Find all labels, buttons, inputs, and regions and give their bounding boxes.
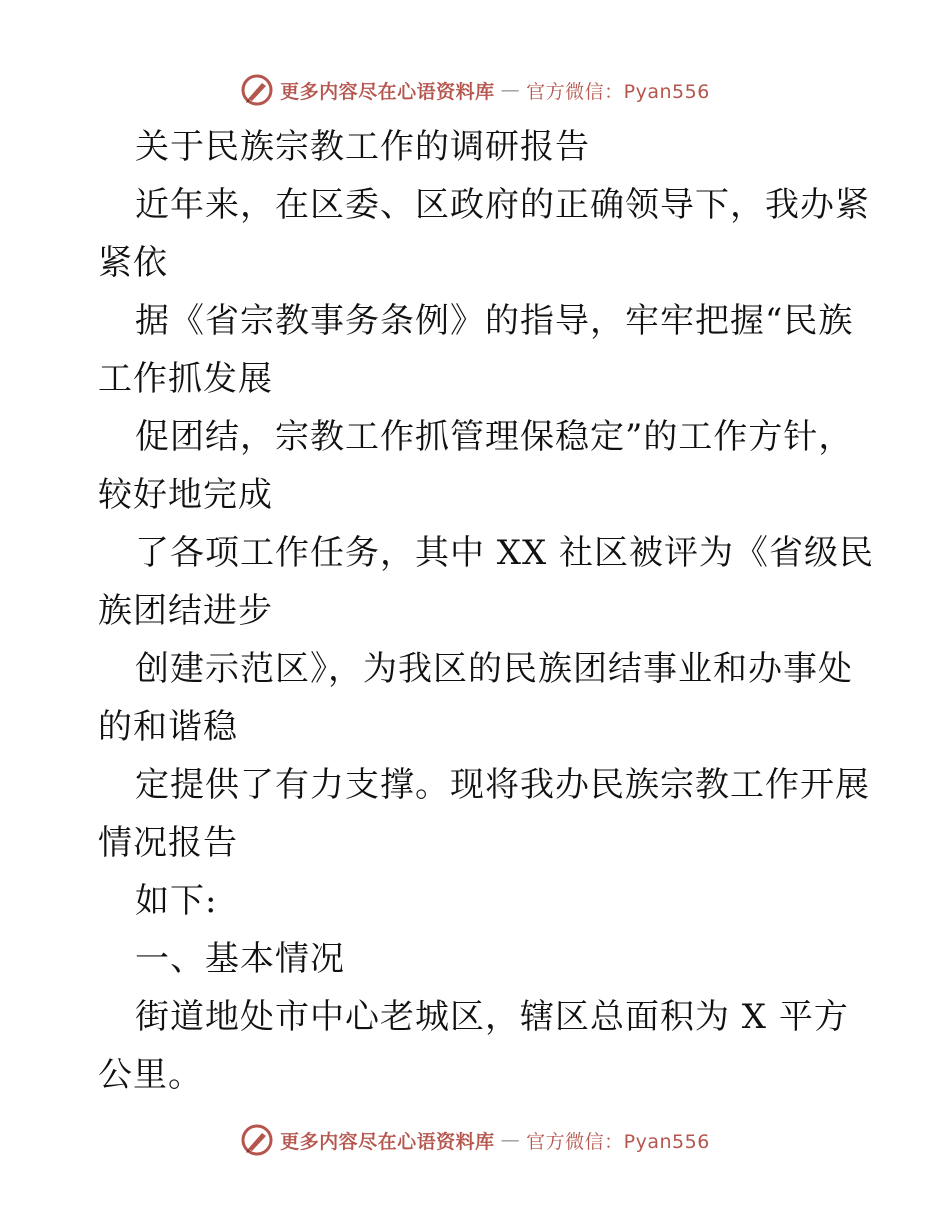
text-line: 创建示范区》，为我区的民族团结事业和办事处	[135, 649, 853, 689]
watermark-separator: —	[500, 1129, 521, 1151]
watermark-brand: 更多内容尽在心语资料库	[280, 80, 495, 103]
text-line: 情况报告	[98, 823, 238, 863]
text-line: 一、基本情况	[135, 939, 345, 979]
watermark-contact: 官方微信：Pyan556	[526, 1130, 710, 1153]
text-line: 紧依	[98, 243, 168, 283]
text-line: 了各项工作任务，其中 XX 社区被评为《省级民	[135, 533, 875, 573]
text-line: 的和谐稳	[98, 707, 238, 747]
text-line: 工作抓发展	[98, 359, 273, 399]
pen-logo-icon	[240, 73, 274, 107]
text-line: 促团结，宗教工作抓管理保稳定”的工作方针，	[135, 417, 854, 457]
document-title: 关于民族宗教工作的调研报告	[135, 127, 590, 167]
footer-watermark	[0, 1120, 950, 1160]
text-line: 较好地完成	[98, 475, 273, 515]
watermark-contact: 官方微信：Pyan556	[526, 80, 710, 103]
watermark-separator: —	[500, 79, 521, 101]
text-line: 族团结进步	[98, 591, 273, 631]
text-line: 街道地处市中心老城区，辖区总面积为 X 平方	[135, 997, 849, 1037]
text-line: 如下:	[135, 881, 218, 921]
text-line: 定提供了有力支撑。现将我办民族宗教工作开展	[135, 765, 870, 805]
pen-logo-icon	[240, 1123, 274, 1157]
header-watermark	[0, 70, 950, 110]
document-body	[98, 118, 875, 1104]
watermark-brand: 更多内容尽在心语资料库	[280, 1130, 495, 1153]
text-line: 近年来，在区委、区政府的正确领导下，我办紧	[135, 185, 870, 225]
text-line: 公里。	[98, 1055, 203, 1095]
text-line: 据《省宗教事务条例》的指导，牢牢把握“民族	[135, 301, 854, 341]
